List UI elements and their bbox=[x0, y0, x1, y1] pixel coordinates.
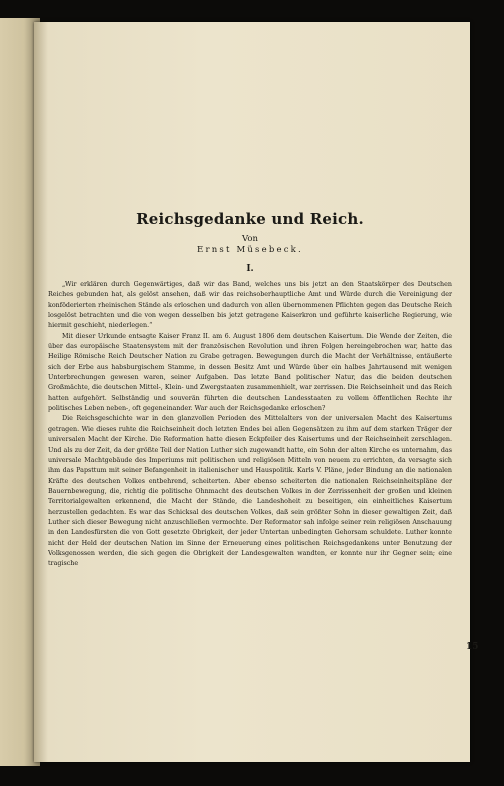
paragraph: Die Reichsgeschichte war in den glanzvollen Perioden des Mittelalters von der universalen Macht des Kaisertums getragen. Wie dieses ruhte die Reichseinheit doch letzten Endes bei allen Gegensätzen zu ihm auf dem starken Träger der universalen Macht der Kirche. Die Reformation hatte diesen Eckpfeiler des Kaisertums und der Reichseinheit zerschlagen. Und als zu der Zeit, da der größte Teil der Nation Luther sich zugewandt hatte, ein Sohn der alten Kirche es unternahm, das universale Machtgebäude des Imperiums mit politischen und religiösen Mitteln von neuem zu errichten, da versagte sich ihm das Papsttum mit seiner Befangenheit in italienischer und Hauspolitik. Karls V. Pläne, jeder Bindung an die nationalen Kräfte des deutschen Volkes entbehrend, scheiterten. Aber ebenso scheiterten die nationalen Reichseinheitspläne der Bauernbewegung, die, richtig die politische Ohnmacht des deutschen Volkes in der Zerrissenheit der großen und kleinen Territorialgewalten erkennend, die Macht der Stände, die Landeshoheit zu beseitigen, ein einheitliches Kaisertum herzustellen gedachten. Es war das Schicksal des deutschen Volkes, daß sein größter Sohn in dieser gewaltigen Zeit, daß Luther sich dieser Bewegung nicht anzuschließen vermochte. Der Reformator sah infolge seiner rein religiösen Anschauung in den Landesfürsten die von Gott gesetzte Obrigkeit, der jeder Untertan unbedingten Gehorsam schuldete. Luther konnte nicht der Held der deutschen Nation im Sinne der Erneuerung eines politischen Reichsgedankens unter Benutzung der Volksgenossen werden, die sich gegen die Obrigkeit der Landesgewalten wandten, er konnte nur ihr Gegner sein; eine tragische bbox=[48, 415, 452, 568]
article-body bbox=[48, 210, 452, 570]
page-number: 15 bbox=[466, 642, 479, 652]
paragraph: Mit dieser Urkunde entsagte Kaiser Franz II. am 6. August 1806 dem deutschen Kaisertum. Die Wende der Zeiten, die über das europäische Staatensystem mit der französischen Revolution und ihren Folgen hereingebrochen war, hatte das Heilige Römische Reich Deutscher Nation zu Grabe getragen. Bewegungen durch die Macht der Verhältnisse, entäußerte sich der Erbe aus habsburgischem Stamme, in dessen Besitz Amt und Würde über ein halbes Jahrtausend mit wenigen Unterbrechungen gewesen waren, seiner Aufgaben. Das letzte Band politischer Natur, das die beiden deutschen Großmächte, die deutschen Mittel-, Klein- und Zwergstaaten zusammenhielt, war zerrissen. Die Reichseinheit und das Reich hatten aufgehört. Selbständig und souverän führten die deutschen Landesstaaten zu vollem öffentlichen Rechte ihr politisches Leben neben-, oft gegeneinander. War auch der Reichsgedanke erloschen? bbox=[48, 332, 452, 413]
author-name: Ernst Müsebeck. bbox=[197, 245, 303, 255]
section-number: I. bbox=[246, 264, 254, 274]
paragraph: „Wir erklären durch Gegenwärtiges, daß wir das Band, welches uns bis jetzt an den Staatskörper des Deutschen Reiches gebunden hat, als gelöst ansehen, daß wir das reichsoberhauptliche Amt und Würde durch die Vereinigung der konföderierten rheinischen Stände als erloschen und dadurch von allen übernommenen Pflichten gegen das Deutsche Reich losgelöst betrachten und die von wegen desselben bis jetzt getragene Kaiserkron und geführte kaiserliche Regierung, wie hiermit geschieht, niederlegen.“ bbox=[48, 281, 452, 330]
byline: Von bbox=[242, 234, 258, 244]
article-title: Reichsgedanke und Reich. bbox=[136, 210, 364, 228]
